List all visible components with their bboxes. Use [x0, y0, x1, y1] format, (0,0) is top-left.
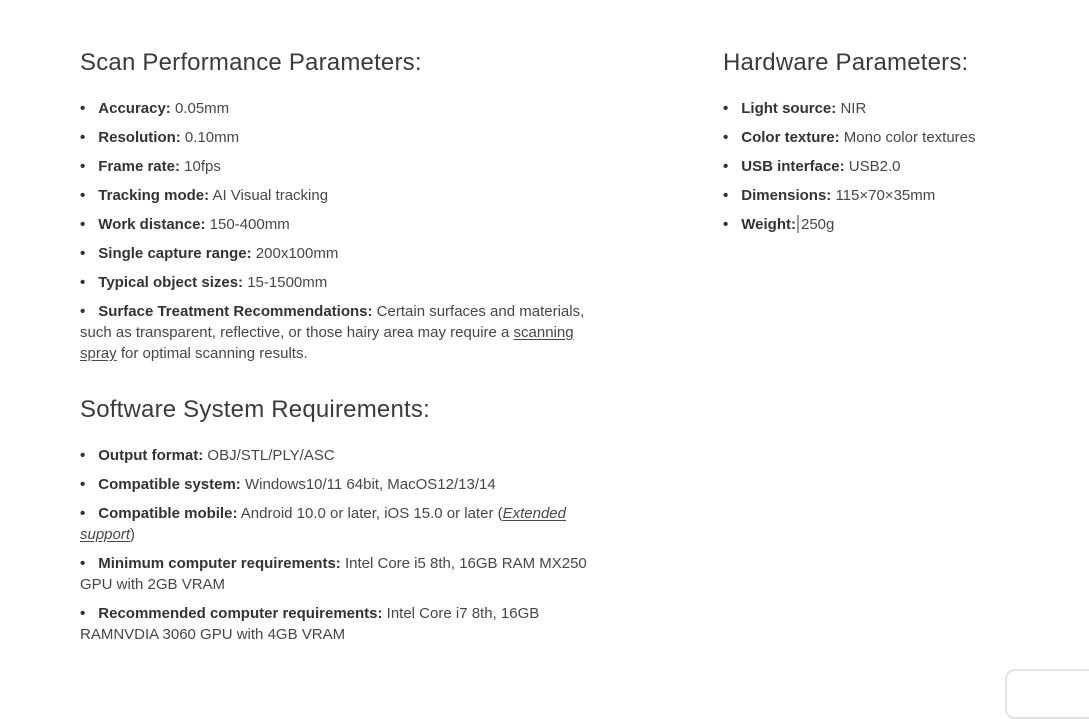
spec-value: Intel Core i7 8th, 16GB RAMNVDIA 3060 GPU with 4GB VRAM: [80, 604, 540, 643]
spec-item-compatible-mobile: [80, 503, 595, 545]
spec-value: 150-400mm: [205, 215, 290, 233]
software-requirements-list: [80, 445, 595, 645]
spec-label: Surface Treatment Recommendations:: [98, 302, 373, 320]
spec-item-dimensions: [723, 185, 1003, 206]
scan-performance-list: [80, 98, 595, 364]
spec-item-usb-interface: [723, 156, 1003, 177]
spec-label: Color texture:: [741, 128, 840, 146]
spec-label: Recommended computer requirements:: [98, 604, 383, 622]
spec-value: 250g: [800, 215, 835, 233]
spec-item-single-capture-range: [80, 243, 595, 264]
section-hardware-parameters: [723, 49, 1003, 235]
spec-item-color-texture: [723, 127, 1003, 148]
spec-label: Compatible system:: [98, 475, 241, 493]
spec-label: Dimensions:: [741, 186, 832, 204]
spec-value: Mono color textures: [839, 128, 976, 146]
scan-performance-title: Scan Performance Parameters:: [80, 49, 422, 76]
section-software-requirements: [80, 396, 595, 645]
spec-label: Accuracy:: [98, 99, 171, 117]
spec-value: AI Visual tracking: [209, 186, 329, 204]
spec-value: ): [130, 525, 136, 543]
spec-item-light-source: [723, 98, 1003, 119]
extended-support-link[interactable]: Extended support: [80, 504, 566, 543]
floating-widget-corner[interactable]: [1005, 669, 1089, 719]
spec-item-tracking-mode: [80, 185, 595, 206]
spec-item-recommended-computer: [80, 603, 595, 645]
right-column: [723, 49, 1003, 243]
spec-item-compatible-system: [80, 474, 595, 495]
hardware-parameters-title: Hardware Parameters:: [723, 49, 969, 76]
spec-value: 200x100mm: [251, 244, 339, 262]
spec-item-typical-object-sizes: [80, 272, 595, 293]
left-column: [80, 49, 595, 653]
spec-value: 115×70×35mm: [831, 186, 936, 204]
spec-label: Tracking mode:: [98, 186, 210, 204]
spec-item-output-format: [80, 445, 595, 466]
spec-label: Minimum computer requirements:: [98, 554, 341, 572]
spec-value: Windows10/11 64bit, MacOS12/13/14: [240, 475, 496, 493]
spec-label: Typical object sizes:: [98, 273, 244, 291]
spec-item-surface-treatment: [80, 301, 595, 364]
spec-item-frame-rate: [80, 156, 595, 177]
spec-label: Work distance:: [98, 215, 206, 233]
spec-value: OBJ/STL/PLY/ASC: [203, 446, 335, 464]
spec-label: Weight:: [741, 215, 796, 233]
spec-label: USB interface:: [741, 157, 845, 175]
spec-value: USB2.0: [844, 157, 901, 175]
software-requirements-title: Software System Requirements:: [80, 395, 430, 423]
spec-value: 0.05mm: [170, 99, 230, 117]
hardware-parameters-list: [723, 98, 1003, 235]
spec-value: NIR: [836, 99, 867, 117]
spec-item-resolution: [80, 127, 595, 148]
spec-item-weight: [723, 214, 1003, 235]
spec-item-minimum-computer: [80, 553, 595, 595]
spec-item-work-distance: [80, 214, 595, 235]
spec-item-accuracy: [80, 98, 595, 119]
spec-label: Light source:: [741, 99, 837, 117]
spec-value: 0.10mm: [180, 128, 240, 146]
spec-value: 10fps: [179, 157, 221, 175]
spec-value: for optimal scanning results.: [116, 344, 308, 362]
spec-label: Single capture range:: [98, 244, 252, 262]
spec-value: Intel Core i5 8th, 16GB RAM MX250 GPU with 2GB VRAM: [80, 554, 587, 593]
section-scan-performance: [80, 49, 595, 364]
spec-label: Output format:: [98, 446, 204, 464]
spec-label: Frame rate:: [98, 157, 180, 175]
spec-value: Android 10.0 or later, iOS 15.0 or later (: [237, 504, 503, 522]
scanning-spray-link[interactable]: scanning spray: [80, 323, 574, 362]
spec-label: Compatible mobile:: [98, 504, 238, 522]
spec-value: 15-1500mm: [243, 273, 328, 291]
text-caret: [797, 215, 799, 233]
spec-label: Resolution:: [98, 128, 181, 146]
spec-value: Certain surfaces and materials, such as transparent, reflective, or those hairy area may require a: [80, 302, 585, 341]
